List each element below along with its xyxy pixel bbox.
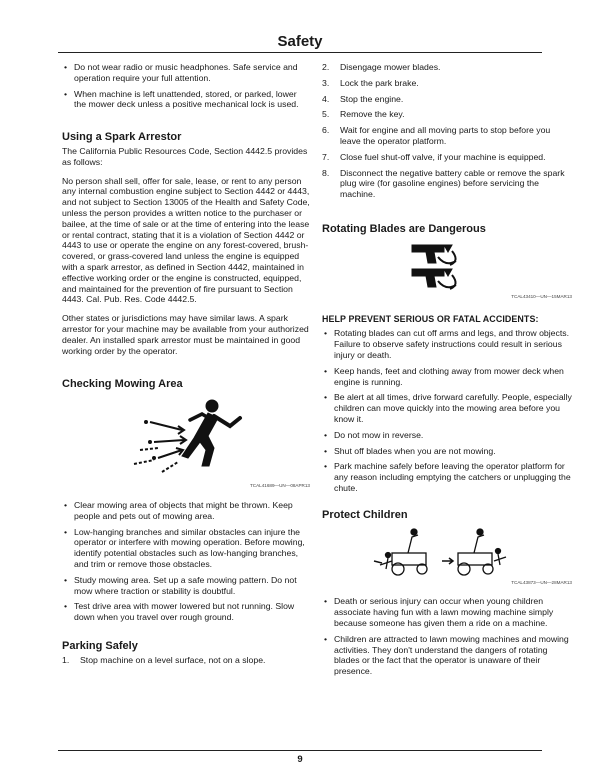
thrown-objects-figure <box>62 392 310 480</box>
checking-mowing-area-heading: Checking Mowing Area <box>62 378 183 391</box>
list-item <box>322 168 572 200</box>
list-item: • Clear mowing area of objects that might be thrown. Keep people and pets out of mowing area. <box>62 500 310 522</box>
protect-children-figure <box>322 525 572 577</box>
footer-rule <box>58 750 542 751</box>
protect-children-heading: Protect Children <box>322 508 408 521</box>
list-item <box>322 78 572 89</box>
list-item: • Be alert at all times, drive forward carefully. People, especially children can move quickly into the mowing area before you know it. <box>322 392 572 424</box>
blade-hazard-icon <box>322 241 572 291</box>
list-item: • When machine is left unattended, stored, or parked, lower the mower deck unless a positive mechanical lock is used. <box>62 89 310 111</box>
thrown-objects-icon <box>62 392 310 480</box>
left-column <box>62 62 310 670</box>
rotating-blades-heading: Rotating Blades are Dangerous <box>322 222 486 235</box>
spark-paragraph-3: Other states or jurisdictions may have similar laws. A spark arrestor for your machine may be available from your authorized dealer. An installed spark arrestor must be maintained in good working order by the operator. <box>62 313 309 356</box>
parking-steps-continued <box>322 62 572 200</box>
list-item: • Shut off blades when you are not mowing. <box>322 446 572 457</box>
accident-warning-subheading: HELP PREVENT SERIOUS OR FATAL ACCIDENTS: <box>322 313 539 324</box>
list-item <box>322 62 572 73</box>
right-column <box>322 62 572 682</box>
list-item: • Keep hands, feet and clothing away from mower deck when engine is running. <box>322 366 572 388</box>
step-number: 5. <box>322 109 330 120</box>
step-number: 4. <box>322 93 330 104</box>
list-item: • Park machine safely before leaving the operator platform for any reason including emptying the catchers or unplugging the chute. <box>322 461 572 493</box>
parking-steps-list <box>62 655 310 666</box>
step-number: 1. <box>62 654 70 665</box>
list-item <box>62 655 310 666</box>
step-text: Remove the key. <box>340 109 405 120</box>
mowing-bullet-list <box>62 500 310 623</box>
step-number: 7. <box>322 151 330 162</box>
blades-figure-caption: TCAL43410—UN—15MAR13 <box>511 293 572 299</box>
list-item: • Do not wear radio or music headphones. Safe service and operation require your full attention. <box>62 62 310 84</box>
step-number: 3. <box>322 77 330 88</box>
page-header <box>0 0 600 52</box>
mowing-figure-caption: TCAL41689—UN—08APR13 <box>249 483 310 489</box>
children-figure-caption: TCAL43873—UN—28MAR13 <box>511 579 572 585</box>
blades-bullet-list <box>322 328 572 493</box>
list-item: • Study mowing area. Set up a safe mowing pattern. Do not mow where traction or stability is doubtful. <box>62 575 310 597</box>
page-number: 9 <box>297 754 303 765</box>
header-rule <box>58 52 542 53</box>
list-item <box>322 125 572 147</box>
list-item: • Death or serious injury can occur when young children associate having fun with a lawn mowing machine simply because someone has given them a ride on a machine. <box>322 596 572 628</box>
step-text: Disengage mower blades. <box>340 62 441 72</box>
step-number: 6. <box>322 125 330 136</box>
step-number: 2. <box>322 62 330 72</box>
step-text: Lock the park brake. <box>340 77 419 88</box>
top-bullet-list <box>62 62 310 110</box>
list-item: • Children are attracted to lawn mowing machines and mowing activities. They don't understand the dangers of rotating blades or the fact that the operator is unaware of their presence. <box>322 634 572 677</box>
list-item: • Low-hanging branches and similar obstacles can injure the operator or interfere with mowing operation. Before mowing, identify potential obstacles such as low-hanging branches, and trim or remove those obstacles. <box>62 527 310 570</box>
step-text: Close fuel shut-off valve, if your machine is equipped. <box>340 151 546 162</box>
list-item: • Do not mow in reverse. <box>322 430 572 441</box>
list-item <box>322 109 572 120</box>
page-title: Safety <box>277 33 323 50</box>
list-item <box>322 94 572 105</box>
parking-safely-heading: Parking Safely <box>62 639 138 652</box>
rotating-blades-figure <box>322 241 572 291</box>
spark-paragraph-1: The California Public Resources Code, Section 4442.5 provides as follows: <box>62 145 308 167</box>
step-text: Wait for engine and all moving parts to stop before you leave the operator platform. <box>340 125 551 146</box>
step-text: Stop machine on a level surface, not on a slope. <box>80 654 266 665</box>
spark-paragraph-2: No person shall sell, offer for sale, lease, or rent to any person any internal combustion engine subject to Section 4442 or 4443, and not subject to Section 13005 of the Health and Safety Code, unless the person provides a written notice to the purchaser or bailee, at the time of sale or at the time of entering into the lease or rental contract, stating that it is a violation of Section 4442 or 4443 to use or operate the engine on any forest-covered, brush-covered, or grass-covered land unless the engine is equipped with a spark arrestor, as defined in Section 4442, maintained in effective working order or the engine is constructed, equipped, and maintained for the prevention of fire pursuant to Section 4443. Cal. Pub. Res. Code 4442.5. <box>62 175 310 305</box>
list-item: • Test drive area with mower lowered but not running. Slow down when you travel over rough ground. <box>62 601 310 623</box>
step-number: 8. <box>322 167 330 178</box>
children-bullet-list <box>322 596 572 677</box>
child-mower-hazard-icon <box>322 525 572 577</box>
spark-arrestor-heading: Using a Spark Arrestor <box>62 131 182 144</box>
list-item <box>322 152 572 163</box>
step-text: Disconnect the negative battery cable or remove the spark plug wire (for gasoline engines) before servicing the machine. <box>340 167 565 200</box>
step-text: Stop the engine. <box>340 93 404 104</box>
list-item: • Rotating blades can cut off arms and legs, and throw objects. Failure to observe safety instructions could result in serious injury or death. <box>322 328 572 360</box>
